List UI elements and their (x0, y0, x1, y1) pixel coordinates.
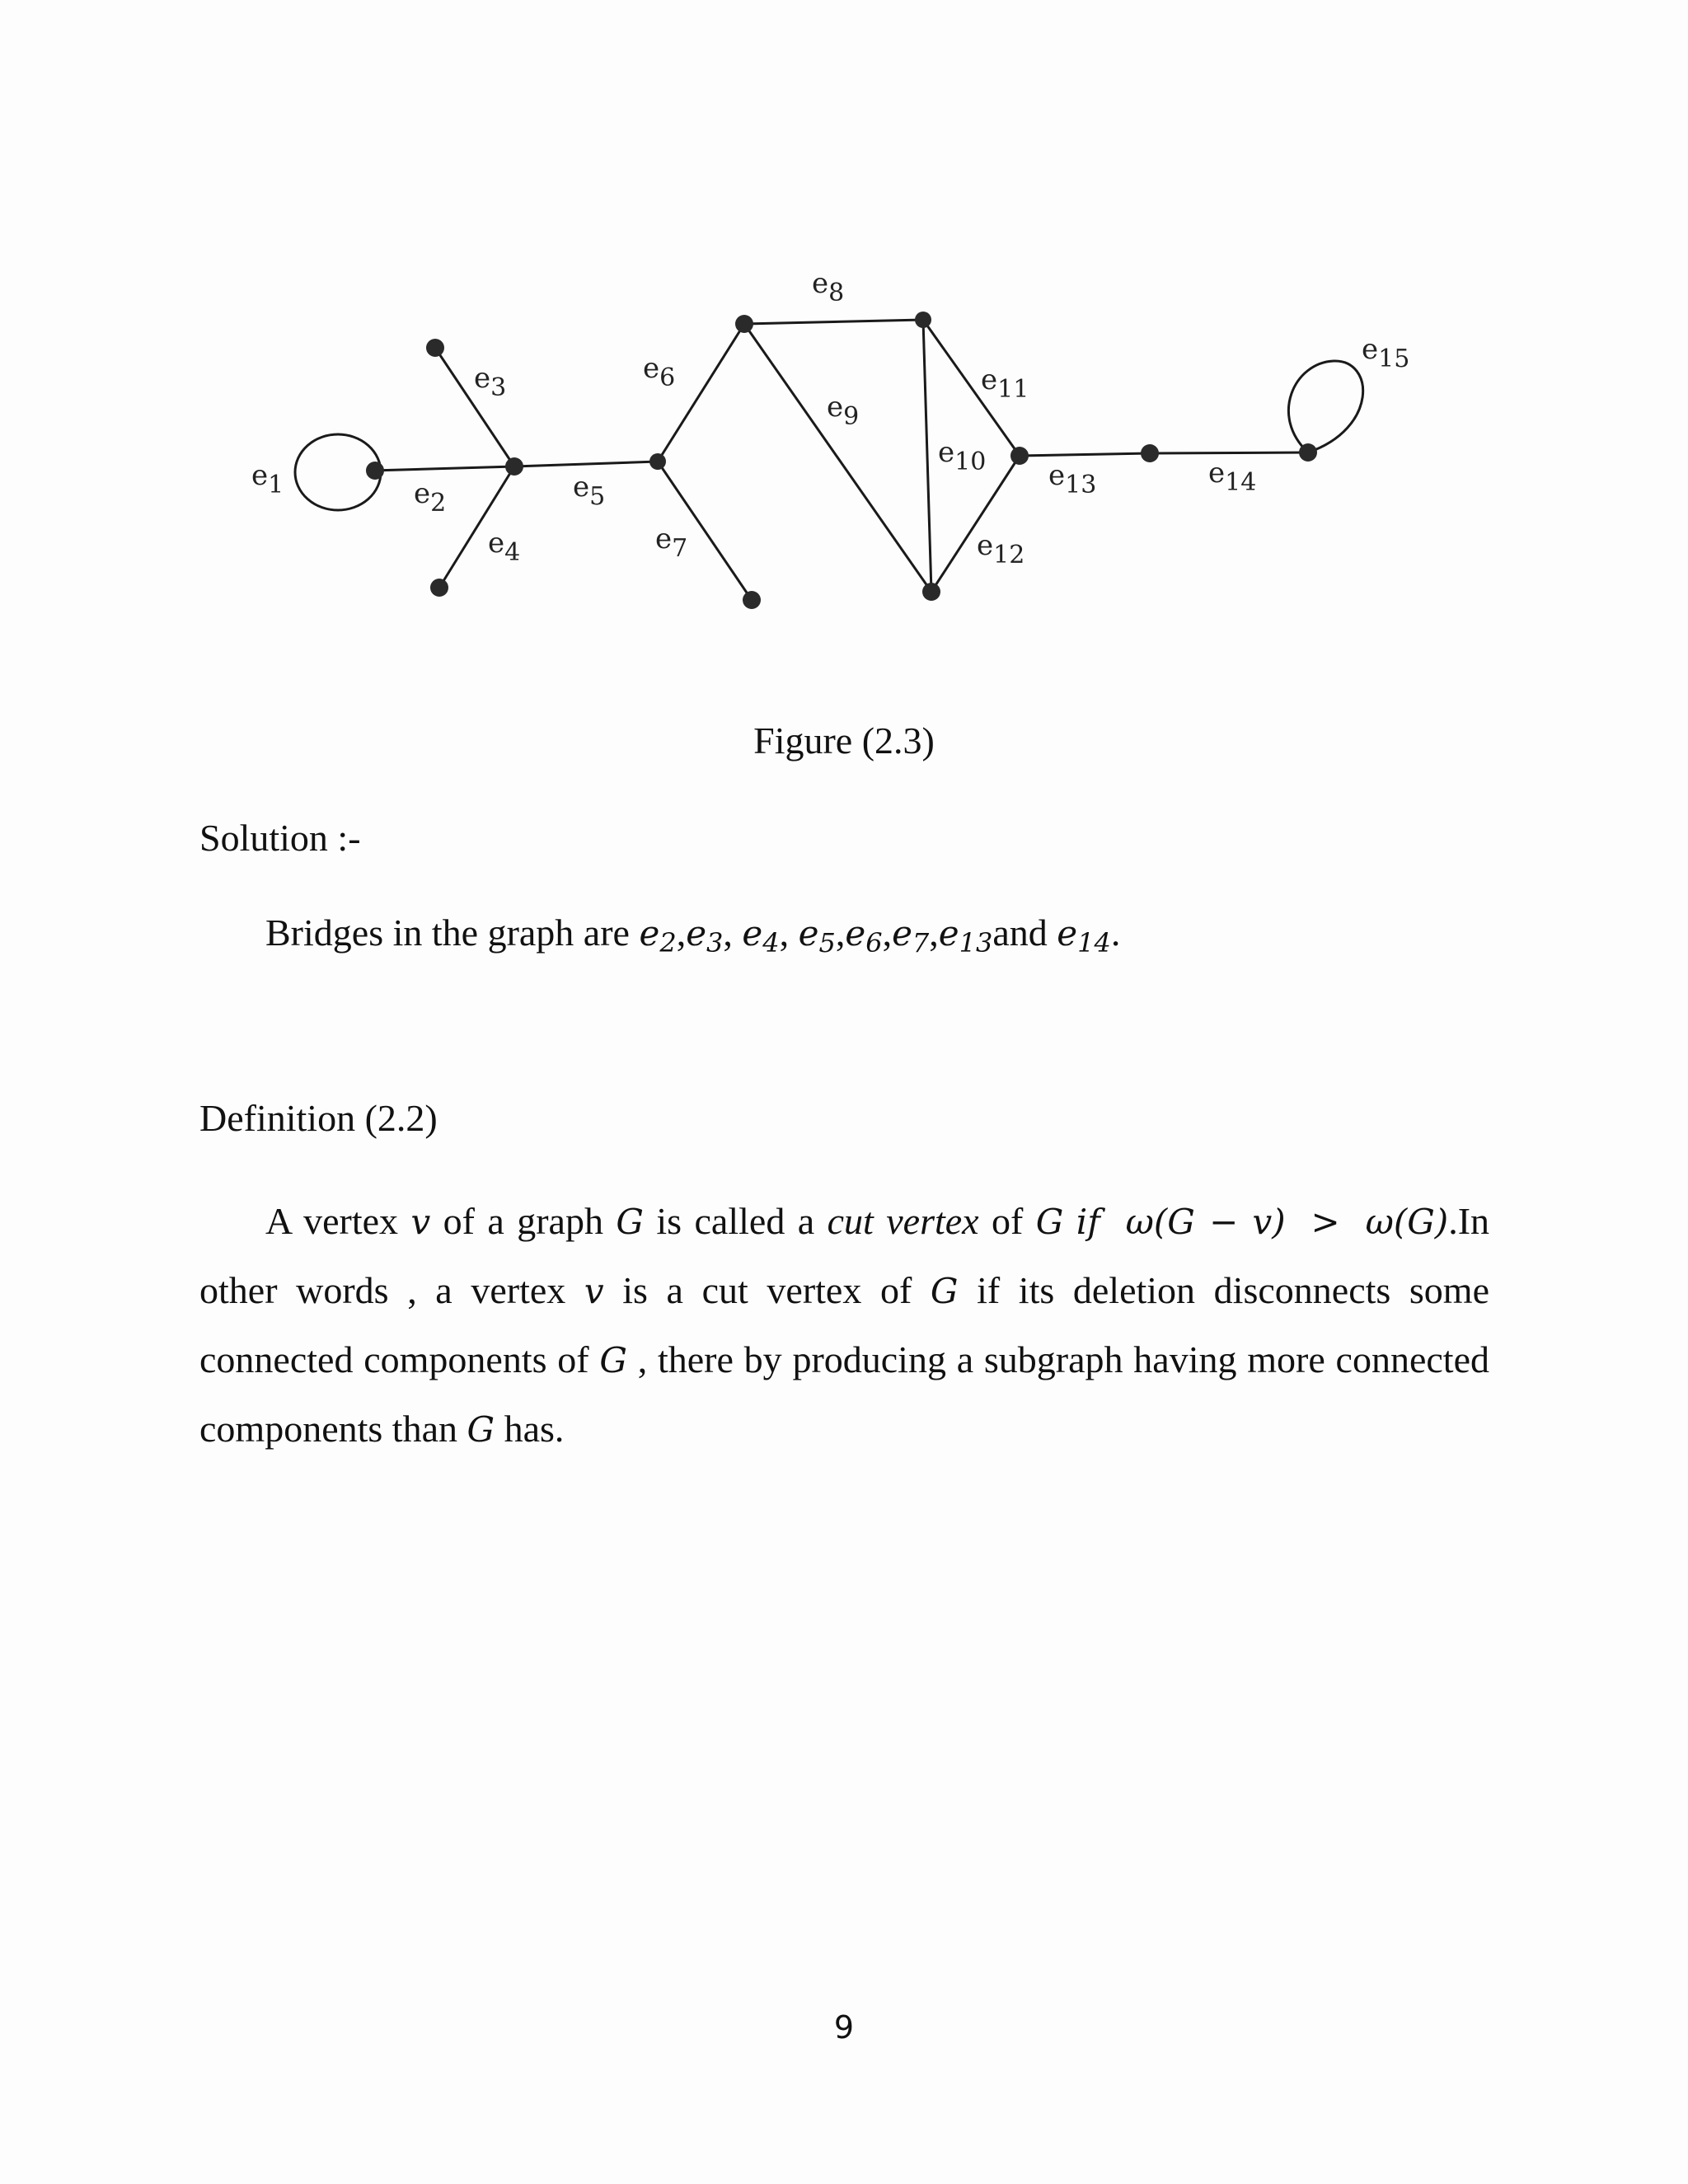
edge-e15-loop (1288, 361, 1362, 452)
vertex (1299, 443, 1317, 462)
vertex (1141, 444, 1159, 462)
edge-e6 (658, 324, 744, 462)
edge-label-e2: e2 (414, 477, 447, 518)
edge-e9 (744, 324, 931, 592)
bridge-e13: $e_{13}$ (938, 913, 993, 958)
edge-e8 (744, 320, 923, 324)
edge-label-e5: e5 (573, 471, 606, 511)
page-number: 9 (833, 2009, 855, 2046)
edge-label-e3: e3 (474, 362, 507, 402)
vertex (649, 453, 666, 470)
vertex (505, 457, 523, 476)
figure-caption: Figure (2.3) (753, 719, 935, 762)
cut-vertex-term: cut vertex (827, 1200, 979, 1242)
vertex (735, 315, 753, 333)
edge-label-e4: e4 (488, 527, 521, 567)
bridge-e14: $e_{14}$ (1057, 913, 1111, 958)
bridge-e6: $e_6$ (845, 913, 883, 958)
bridge-e2: $e_2$ (639, 913, 677, 958)
vertex (426, 339, 444, 357)
vertex (366, 462, 384, 480)
edge-label-e1: e1 (251, 459, 284, 499)
edge-label-e6: e6 (643, 352, 676, 392)
solution-heading: Solution :- (199, 817, 361, 859)
edge-e10 (923, 320, 931, 592)
bridge-e7: $e_7$ (892, 913, 930, 958)
bridge-e4: $e_4$ (742, 913, 780, 958)
bridge-e3: $e_3$ (686, 913, 724, 958)
edge-label-e15: e15 (1362, 333, 1410, 373)
formula-left: ω(G − v) (1125, 1202, 1286, 1242)
edge-label-e11: e11 (981, 363, 1029, 404)
edge-label-e8: e8 (812, 267, 845, 307)
vertex (922, 583, 940, 601)
edge-e5 (514, 462, 658, 466)
edge-e14 (1150, 452, 1308, 453)
vertex (1010, 447, 1029, 465)
vertex (743, 591, 761, 609)
edge-label-e10: e10 (938, 436, 987, 476)
graph-figure (0, 0, 1688, 659)
bridges-sentence: Bridges in the graph are $e_2,e_3$, $e_4$, $e_5,e_6,e_7,e_{13}and$ $e_{14}$. (265, 912, 1121, 958)
edge-e13 (1020, 453, 1150, 456)
bridges-prefix: Bridges in the graph are (265, 912, 640, 954)
formula-right: ω(G) (1365, 1202, 1449, 1242)
definition-paragraph: A vertex v of a graph G is called a cut vertex of G if ω(G − v) > ω(G).In other words , a vertex v is a cut vertex of G if its deletion disconnects some connected components of G , there by producing a subgraph having more connected components than G has. (199, 1200, 1490, 1450)
edge-label-e9: e9 (827, 391, 860, 431)
bridge-e5: $e_5$ (798, 913, 836, 958)
definition-heading: Definition (2.2) (199, 1097, 438, 1139)
vertex (430, 579, 448, 597)
edge-label-e7: e7 (655, 523, 688, 563)
edge-label-e13: e13 (1048, 459, 1097, 499)
edge-label-e12: e12 (977, 529, 1025, 569)
vertex (915, 312, 931, 328)
edge-e2 (373, 466, 514, 471)
edge-label-e14: e14 (1208, 457, 1257, 497)
